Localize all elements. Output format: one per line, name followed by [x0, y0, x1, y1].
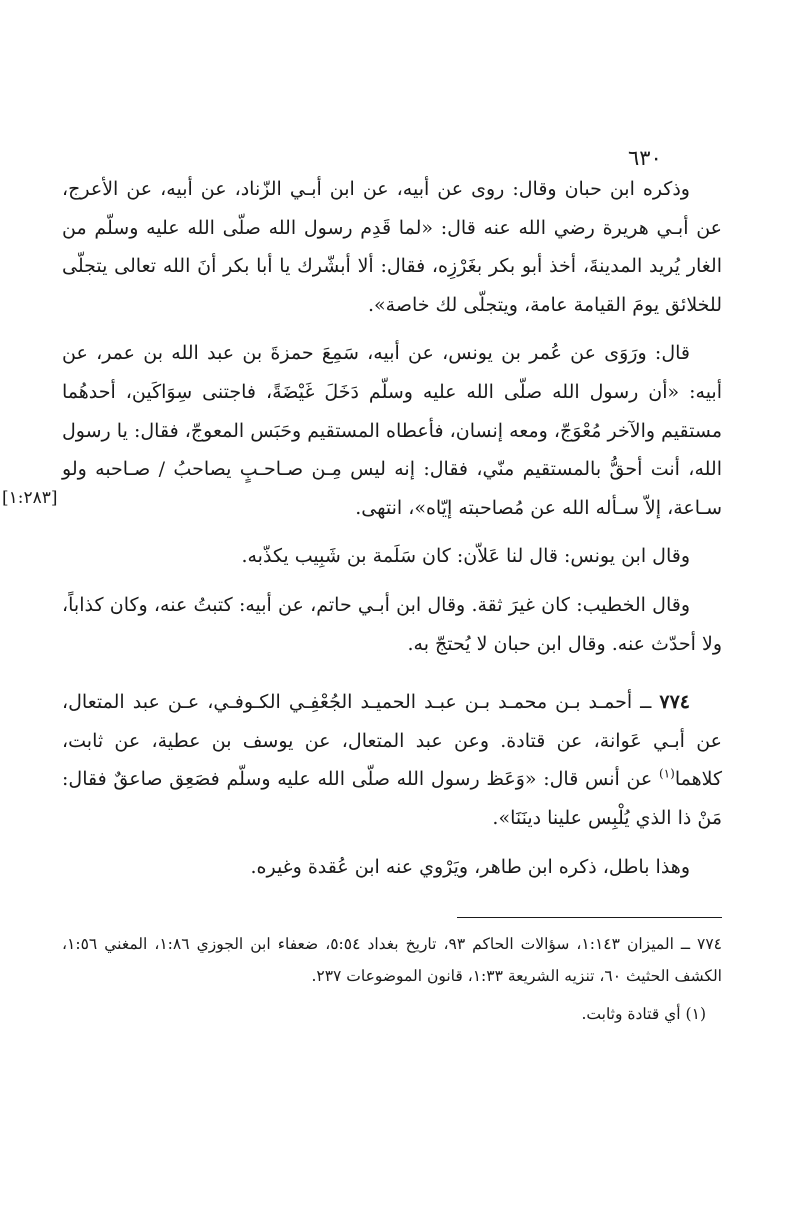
footnote-divider: [457, 917, 722, 918]
footnote-text: أي قتادة وثابت.: [581, 1005, 681, 1023]
paragraph-al-khatib: وقال الخطيب: كان غيرَ ثقة. وقال ابن أبـي حاتم، عن أبيه: كتبتُ عنه، وكان كذاباً، ولا أحدّث عنه. وقال ابن حبان لا يُحتجّ به.: [62, 593, 722, 655]
footnote-1: [62, 998, 722, 1030]
paragraph-verdict: وهذا باطل، ذكره ابن طاهر، ويَرْوي عنه ابن عُقدة وغيره.: [250, 855, 690, 878]
main-text: [62, 170, 722, 886]
paragraph-ibn-yunus: وقال ابن يونس: قال لنا عَلاّن: كان سَلَمة بن شَبِيب يكذّبه.: [241, 545, 690, 568]
entry-774: [62, 683, 722, 837]
page-number: ٦٣٠: [628, 146, 662, 170]
footnote-sources: ٧٧٤ ــ الميزان ١:١٤٣، سؤالات الحاكم ٩٣، تاريخ بغداد ٥:٥٤، ضعفاء ابن الجوزي ١:٨٦، المغني ١:٥٦، الكشف الحثيث ٦٠، تنزيه الشريعة ١:٣٣، قانون الموضوعات ٢٣٧.: [62, 935, 723, 985]
paragraph-ibn-hibban: وذكره ابن حبان وقال: روى عن أبيه، عن ابن أبـي الزّناد، عن أبيه، عن الأعرج، عن أبـي هريرة رضي الله عنه قال: «لما قَدِم رسول الله صلّى الله عليه وسلّم من الغار يُريد المدينةَ، أخذ أبو بكر بغَرْزِه، فقال: ألا أبشّرك يا أبا بكر أنَ الله تعالى يتجلّى للخلائق يومَ القيامة عامة، ويتجلّى لك خاصة».: [62, 178, 722, 316]
entry-number: ٧٧٤: [659, 691, 690, 714]
entry-text: أحمـد بـن محمـد بـن عبـد الحميـد الجُعْفِـي الكـوفـي، عـن عبد المتعال، عن أبـي عَوانة، عن قتادة. وعن عبد المتعال، عن يوسف بن عطية، عن ثابت، كلاهما: [62, 691, 722, 791]
paragraph-umar-ibn-yunus: [62, 334, 722, 527]
paragraph-text: قال: ورَوَى عن عُمر بن يونس، عن أبيه، سَمِعَ حمزةَ بن عبد الله بن عمر، عن أبيه: «أن رسول الله صلّى الله عليه وسلّم دَخَلَ غَيْضَةً، فاجتنى سِوَاكَين، أحدهُما مستقيم والآخر مُعْوَجّ، ومعه إنسان، فأعطاه المستقيم وحَبَس المعوجّ، فقال: يا رسول الله، أنت أحقُّ بالمستقيم منّي، فقال: إنه ليس مِـن صـاحـبٍ يصاحبُ / صـاحبه ولو سـاعة، إلاّ سـأله الله عن مُصاحبته إيّاه»، انتهى.: [62, 342, 722, 519]
footnote-reference[interactable]: (١): [658, 766, 675, 781]
footnote-number: (١): [685, 1005, 706, 1023]
footnotes: [62, 928, 722, 1030]
entry-dash: ــ: [640, 691, 652, 714]
volume-page-marker-visible: [١:٢٨٣]: [2, 488, 58, 508]
entry-text-continued: عن أنس قال: «وَعَظ رسول الله صلّى الله عليه وسلّم فصَعِق صاعقٌ فقال: مَنْ ذا الذي يُلْبِس علينا دينَنَا».: [62, 768, 722, 829]
